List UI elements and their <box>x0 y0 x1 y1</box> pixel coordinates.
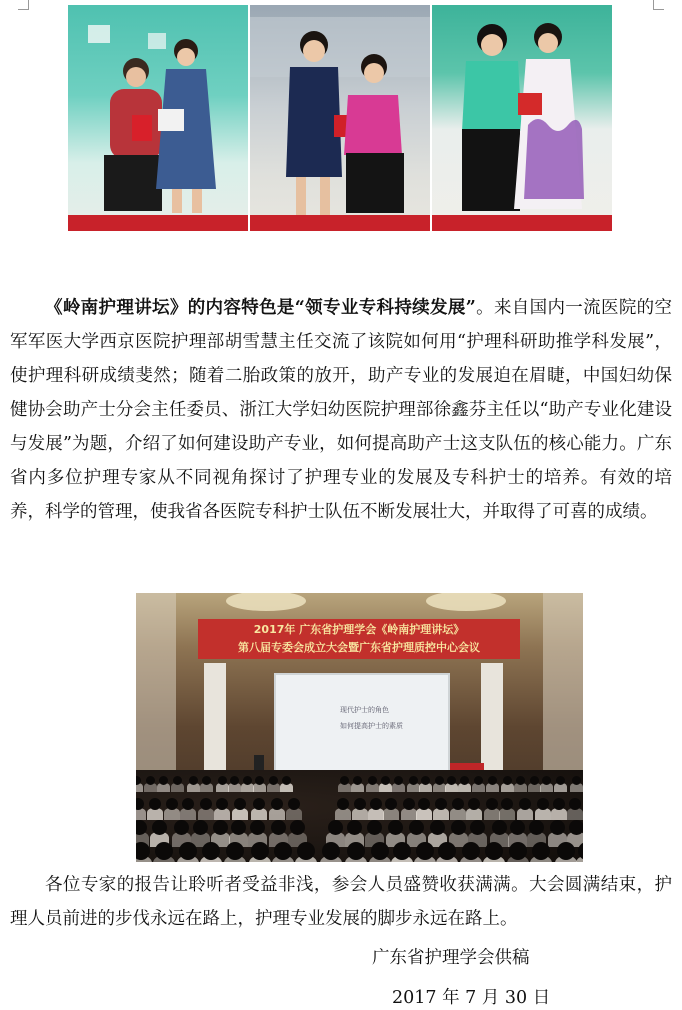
audience-head <box>557 842 575 860</box>
audience-head <box>516 776 525 785</box>
audience-head <box>569 820 583 835</box>
conference-banner <box>198 619 520 659</box>
audience-head <box>367 820 382 835</box>
audience-head <box>492 820 507 835</box>
audience-head <box>155 842 173 860</box>
red-carpet <box>68 215 248 231</box>
audience-head <box>340 776 349 785</box>
audience-head <box>381 776 390 785</box>
banner-line-1: 2017年 广东省护理学会《岭南护理讲坛》 <box>253 623 465 636</box>
audience-head <box>271 820 286 835</box>
audience-head <box>243 776 252 785</box>
audience-head <box>347 842 365 860</box>
award-photo-3-figures <box>432 5 612 231</box>
projection-screen <box>274 673 450 775</box>
award-photo-1 <box>68 5 248 231</box>
audience-head <box>403 798 415 810</box>
article-paragraph-1-lead: 《岭南护理讲坛》的内容特色是“领专业专科持续发展” <box>45 298 476 318</box>
audience-head <box>569 798 581 810</box>
audience-head <box>174 820 189 835</box>
audience-head <box>393 842 411 860</box>
audience-head <box>388 820 403 835</box>
audience-head <box>435 776 444 785</box>
audience-head <box>189 776 198 785</box>
article-paragraph-1-body: 。来自国内一流医院的空军军医大学西京医院护理部胡雪慧主任交流了该院如何用“护理科研助推学科发展”，使护理科研成绩斐然；随着二胎政策的放开，助产专业的发展迫在眉睫，中国妇幼保健协会助产士分会主任委员、浙江大学妇幼医院护理部徐鑫芬主任以“助产专业化建设与发展”为题，介绍了如何建设助产专业，如何提高助产士这支队伍的核心能力。广东省内多位护理专家从不同视角探讨了护理专业的发展及专科护士的培养。有效的培养，科学的管理，使我省各医院专科护士队伍不断发展壮大，并取得了可喜的成绩。 <box>10 298 672 522</box>
article-paragraph-2: 各位专家的报告让聆听者受益非浅，参会人员盛赞收获满满。大会圆满结束，护理人员前进的步伐永远在路上，护理专业发展的脚步永远在路上。 <box>10 875 672 929</box>
audience-head <box>550 820 565 835</box>
audience-head <box>347 820 362 835</box>
audience-head <box>226 842 244 860</box>
banner-line-2: 第八届专委会成立大会暨广东省护理质控中心会议 <box>238 641 480 654</box>
audience-head <box>213 820 228 835</box>
award-photo-2 <box>250 5 430 231</box>
conference-hall-photo <box>136 593 583 862</box>
audience-head <box>510 820 525 835</box>
award-photo-1-figures <box>68 5 248 231</box>
article-paragraph-1 <box>10 291 672 529</box>
audience-head <box>451 820 466 835</box>
audience-head <box>166 798 178 810</box>
audience-head <box>409 776 418 785</box>
page-corner-mark-right <box>653 0 664 10</box>
audience-head <box>271 798 283 810</box>
audience-head <box>253 798 265 810</box>
audience-head <box>218 776 227 785</box>
red-carpet <box>432 215 612 231</box>
audience-head <box>182 798 194 810</box>
audience-head <box>288 798 300 810</box>
audience-head <box>337 798 349 810</box>
audience-head <box>553 798 565 810</box>
screen-line-2: 如何提高护士的素质 <box>340 722 403 730</box>
audience-head <box>231 820 246 835</box>
article-signature: 广东省护理学会供稿 <box>372 948 530 968</box>
audience-head <box>200 798 212 810</box>
audience-head <box>149 798 161 810</box>
audience-head <box>416 842 434 860</box>
audience-head <box>460 776 469 785</box>
award-photo-2-figures <box>250 5 430 231</box>
audience-head <box>251 842 269 860</box>
audience-head <box>447 776 456 785</box>
audience-head <box>409 820 424 835</box>
audience-crowd <box>136 770 583 862</box>
audience-head <box>250 820 265 835</box>
audience-head <box>234 798 246 810</box>
audience-head <box>542 776 551 785</box>
award-photo-3 <box>432 5 612 231</box>
audience-head <box>274 842 292 860</box>
award-photo-row <box>68 5 612 231</box>
audience-head <box>435 798 447 810</box>
audience-head <box>230 776 239 785</box>
article-date: 2017 年 7 月 30 日 <box>392 988 551 1008</box>
audience-head <box>368 776 377 785</box>
page-corner-mark-left <box>18 0 29 10</box>
audience-head <box>537 798 549 810</box>
audience-head <box>322 842 340 860</box>
red-carpet <box>250 215 430 231</box>
audience-head <box>468 798 480 810</box>
screen-line-1: 现代护士的角色 <box>340 706 389 714</box>
audience-head <box>532 842 550 860</box>
audience-head <box>290 820 305 835</box>
audience-head <box>216 798 228 810</box>
audience-head <box>474 776 483 785</box>
audience-head <box>530 776 539 785</box>
audience-head <box>282 776 291 785</box>
